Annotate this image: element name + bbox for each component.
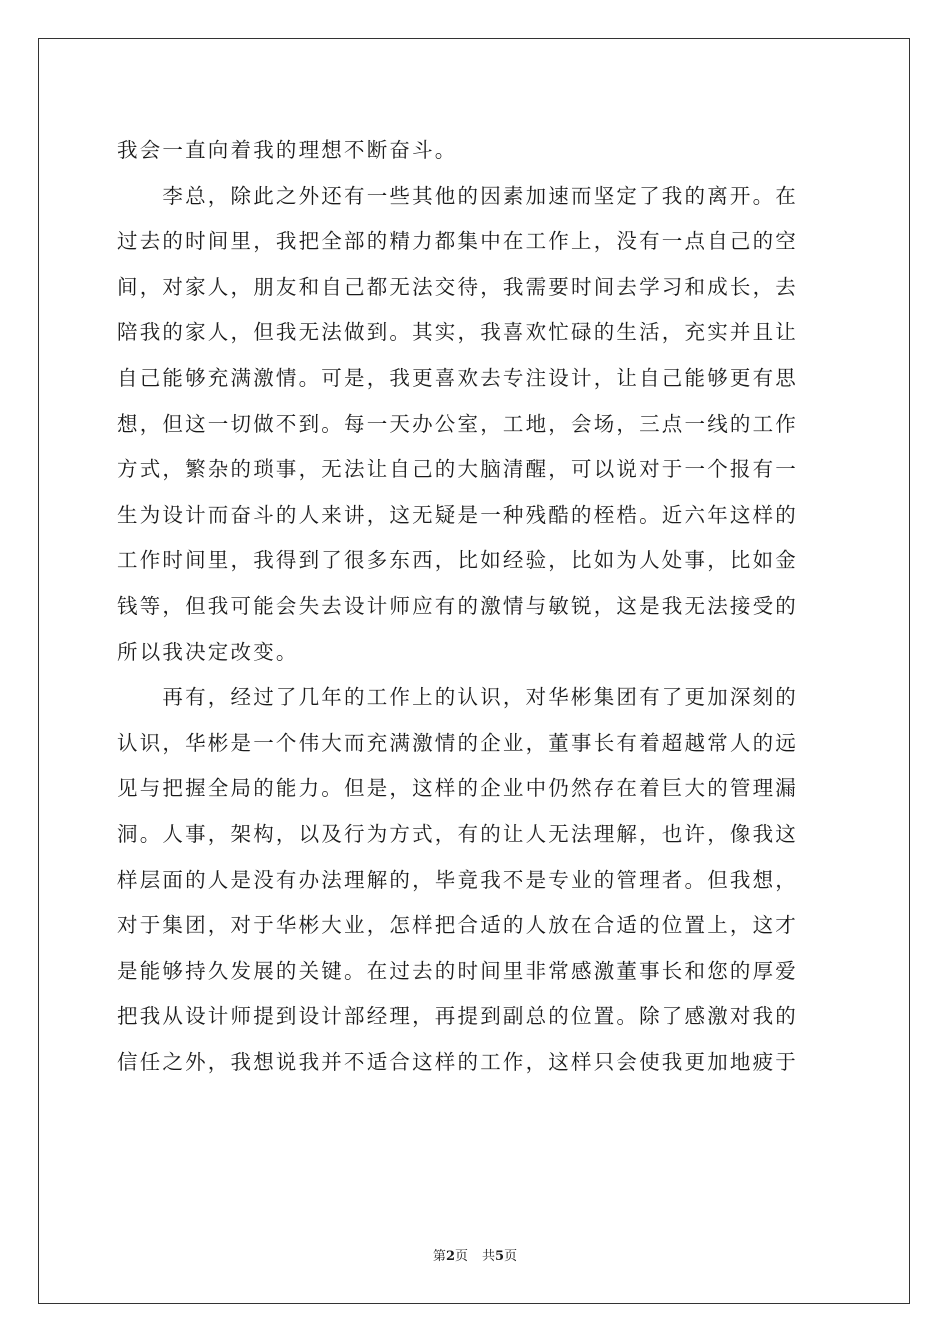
text-line: 陪我的家人，但我无法做到。其实，我喜欢忙碌的生活，充实并且让 bbox=[117, 320, 798, 345]
page-number: 2 bbox=[445, 1249, 455, 1264]
text-line: 洞。人事，架构，以及行为方式，有的让人无法理解，也许，像我这 bbox=[117, 821, 798, 846]
page-footer bbox=[0, 1249, 950, 1265]
text-line: 对于集团，对于华彬大业，怎样把合适的人放在合适的位置上，这才 bbox=[117, 913, 798, 938]
text-line: 再有，经过了几年的工作上的认识，对华彬集团有了更加深刻的 bbox=[117, 685, 798, 710]
total-pages: 5 bbox=[495, 1249, 505, 1264]
text-line: 样层面的人是没有办法理解的，毕竟我不是专业的管理者。但我想， bbox=[117, 867, 798, 892]
text-line: 把我从设计师提到设计部经理，再提到副总的位置。除了感激对我的 bbox=[117, 1004, 798, 1029]
text-line: 认识，华彬是一个伟大而充满激情的企业，董事长有着超越常人的远 bbox=[117, 730, 798, 755]
total-suffix: 页 bbox=[504, 1249, 518, 1264]
text-line: 间，对家人，朋友和自己都无法交待，我需要时间去学习和成长，去 bbox=[117, 274, 798, 299]
text-line: 过去的时间里，我把全部的精力都集中在工作上，没有一点自己的空 bbox=[117, 229, 798, 254]
text-line: 是能够持久发展的关键。在过去的时间里非常感激董事长和您的厚爱 bbox=[117, 958, 798, 983]
text-line: 钱等，但我可能会失去设计师应有的激情与敏锐，这是我无法接受的 bbox=[117, 593, 798, 618]
text-line: 见与把握全局的能力。但是，这样的企业中仍然存在着巨大的管理漏 bbox=[117, 776, 798, 801]
text-line: 李总，除此之外还有一些其他的因素加速而坚定了我的离开。在 bbox=[117, 183, 798, 208]
page-suffix: 页 bbox=[454, 1249, 468, 1264]
text-line: 自己能够充满激情。可是，我更喜欢去专注设计，让自己能够更有思 bbox=[117, 365, 798, 390]
text-line: 信任之外，我想说我并不适合这样的工作，这样只会使我更加地疲于 bbox=[117, 1049, 798, 1074]
text-line: 想，但这一切做不到。每一天办公室，工地，会场，三点一线的工作 bbox=[117, 411, 798, 436]
total-prefix: 共 bbox=[482, 1249, 496, 1264]
text-line: 生为设计而奋斗的人来讲，这无疑是一种残酷的桎梏。近六年这样的 bbox=[117, 502, 798, 527]
text-line: 方式，繁杂的琐事，无法让自己的大脑清醒，可以说对于一个报有一 bbox=[117, 457, 798, 482]
text-line: 我会一直向着我的理想不断奋斗。 bbox=[117, 138, 458, 162]
page-prefix: 第 bbox=[432, 1249, 446, 1264]
text-line: 所以我决定改变。 bbox=[117, 639, 299, 664]
text-line: 工作时间里，我得到了很多东西，比如经验，比如为人处事，比如金 bbox=[117, 548, 798, 573]
document-body bbox=[117, 128, 833, 1085]
